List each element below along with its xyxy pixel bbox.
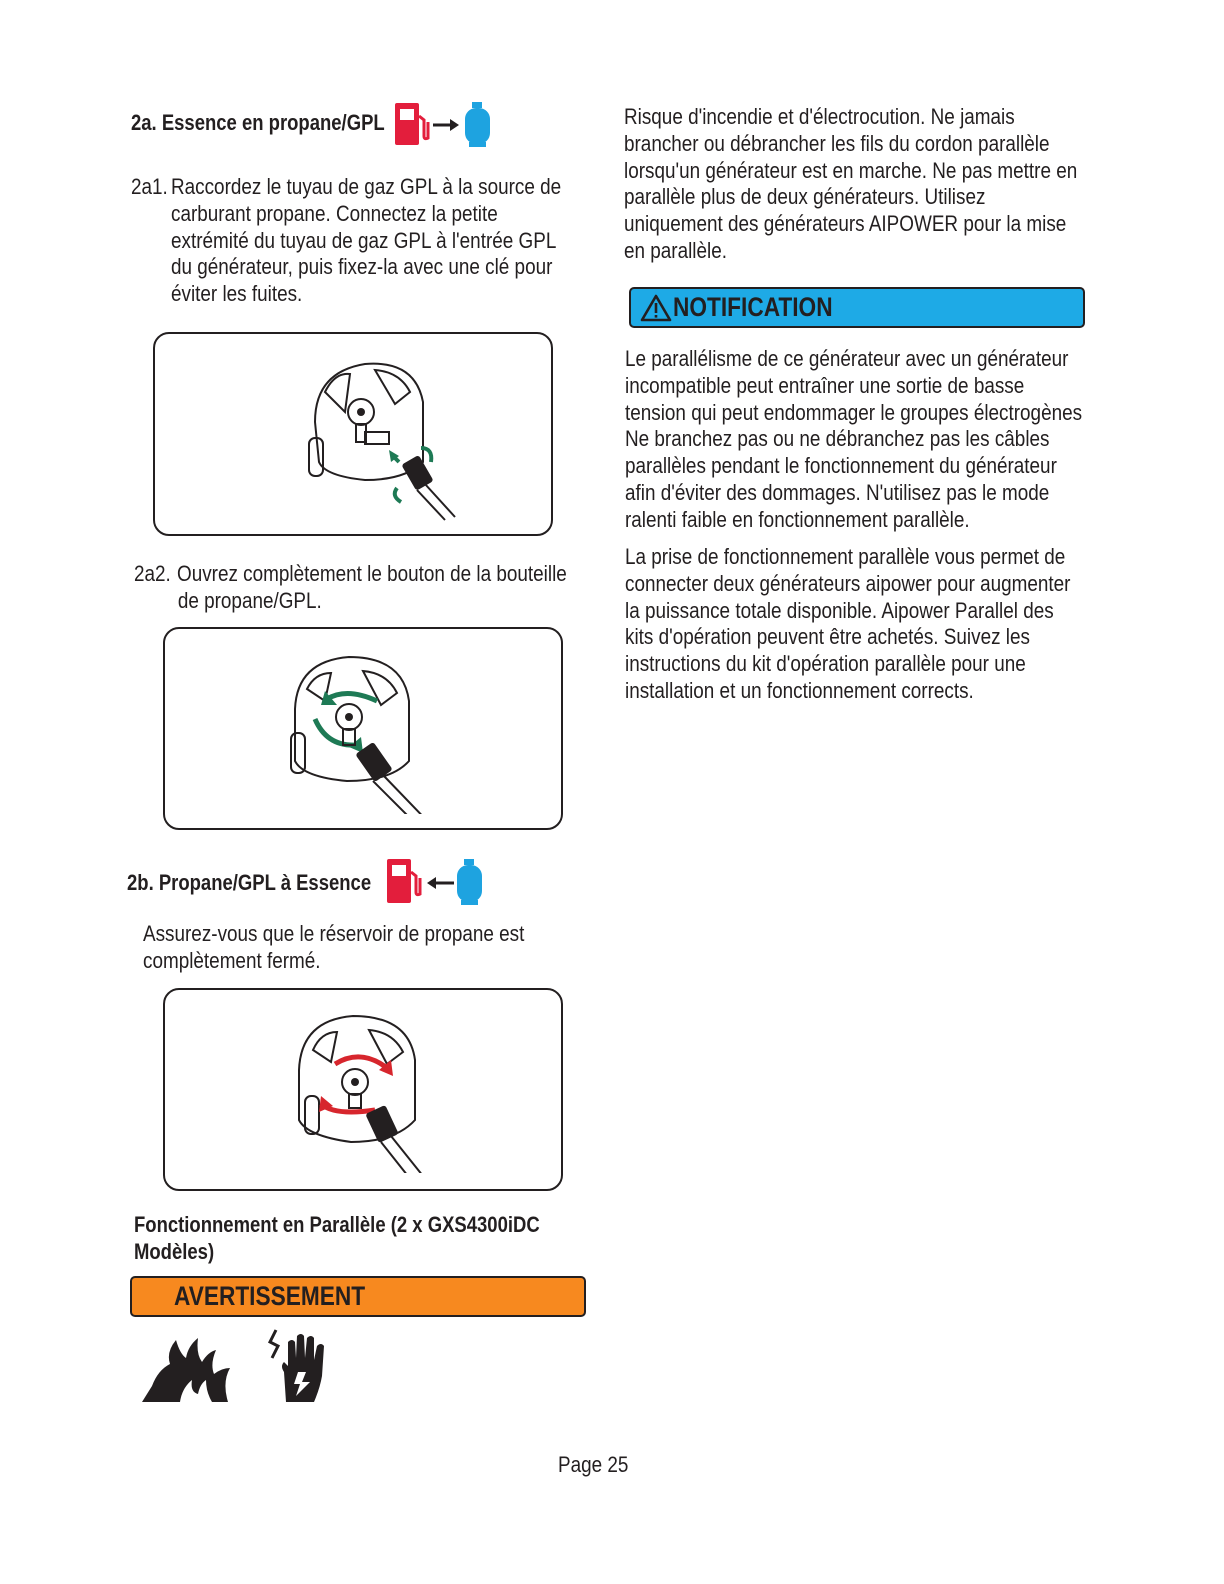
- notification-banner: [629, 287, 1085, 328]
- section-2b-line: Assurez-vous que le réservoir de propane est: [143, 921, 525, 946]
- step-2a1-line: extrémité du tuyau de gaz GPL à l'entrée GPL: [171, 227, 557, 253]
- notice-line: incompatible peut entraîner une sortie de basse: [625, 372, 1025, 398]
- parallel-heading-line: Fonctionnement en Parallèle (2 x GXS4300iDC: [134, 1212, 540, 1237]
- notice-line: ralenti faible en fonctionnement parallèle.: [625, 506, 970, 532]
- step-2a1-line: éviter les fuites.: [171, 281, 303, 307]
- notice-paragraph-1: [625, 346, 1082, 534]
- step-2a2-line: Ouvrez complètement le bouton de la bouteille: [177, 561, 567, 586]
- warning-triangle-icon: [640, 294, 672, 322]
- gas-pump-icon: [395, 103, 428, 145]
- close-valve-illustration: [291, 1008, 451, 1173]
- section-2a-heading: 2a. Essence en propane/GPL: [131, 110, 385, 135]
- step-2a2-line: de propane/GPL.: [177, 587, 322, 613]
- warning-line: brancher ou débrancher les fils du cordon parallèle: [624, 130, 1050, 156]
- notice-line: Ne branchez pas ou ne débranchez pas les câbles: [625, 426, 1050, 452]
- propane-tank-icon: [457, 859, 482, 905]
- arrow-right-icon: [433, 119, 459, 131]
- notification-banner-label: NOTIFICATION: [673, 292, 833, 322]
- gas-pump-icon: [387, 859, 420, 903]
- warning-banner-label: AVERTISSEMENT: [174, 1281, 366, 1311]
- figure-open-valve: [163, 627, 563, 830]
- notice-line: La prise de fonctionnement parallèle vous permet de: [625, 544, 1066, 569]
- step-2a2-number: 2a2.: [134, 561, 171, 586]
- notice-line: installation et un fonctionnement corrects.: [625, 677, 974, 703]
- warning-line: parallèle plus de deux générateurs. Utilisez: [624, 184, 986, 210]
- propane-tank-icon: [465, 102, 490, 147]
- notice-line: Le parallélisme de ce générateur avec un générateur: [625, 346, 1069, 371]
- step-2a1-line: du générateur, puis fixez-la avec une clé pour: [171, 254, 553, 280]
- step-2a1-line: Raccordez le tuyau de gaz GPL à la source de: [171, 174, 562, 199]
- parallel-operation-heading: [134, 1211, 540, 1265]
- warning-line: uniquement des générateurs AIPOWER pour la mise: [624, 211, 1067, 237]
- notice-line: tension qui peut endommager le groupes électrogènes: [625, 399, 1083, 425]
- section-2b-heading: 2b. Propane/GPL à Essence: [127, 870, 372, 895]
- warning-line: en parallèle.: [624, 237, 727, 263]
- fuel-conversion-icons-2a: [392, 100, 496, 148]
- step-2a1-text: [171, 174, 561, 308]
- notice-line: kits d'opération peuvent être achetés. Suivez les: [625, 624, 1030, 650]
- parallel-heading-line: Modèles): [134, 1239, 215, 1264]
- notice-line: connecter deux générateurs aipower pour augmenter: [625, 570, 1071, 596]
- fuel-conversion-icons-2b: [384, 856, 488, 906]
- warning-line: lorsqu'un générateur est en marche. Ne pas mettre en: [624, 157, 1078, 183]
- section-2b-text: [143, 921, 524, 975]
- warning-banner: [130, 1276, 586, 1317]
- notice-line: la puissance totale disponible. Aipower Parallel des: [625, 597, 1054, 623]
- notice-line: afin d'éviter des dommages. N'utilisez pas le mode: [625, 479, 1050, 505]
- step-2a1-line: carburant propane. Connectez la petite: [171, 200, 498, 226]
- parallel-warning-text: [624, 104, 1077, 265]
- page-number: Page 25: [558, 1452, 629, 1477]
- notice-line: instructions du kit d'opération parallèle pour une: [625, 651, 1026, 677]
- arrow-left-icon: [427, 877, 454, 889]
- notice-line: parallèles pendant le fonctionnement du générateur: [625, 453, 1057, 479]
- tank-hose-connection-illustration: [305, 352, 465, 522]
- section-2b-line: complètement fermé.: [143, 947, 321, 973]
- warning-line: Risque d'incendie et d'électrocution. Ne jamais: [624, 104, 1015, 129]
- open-valve-illustration: [287, 649, 447, 814]
- electric-shock-icon: [264, 1328, 330, 1404]
- figure-connect-hose: [153, 332, 553, 536]
- figure-close-valve: [163, 988, 563, 1191]
- step-2a2-text: [177, 561, 567, 615]
- step-2a1-number: 2a1.: [131, 174, 168, 199]
- notice-paragraph-2: [625, 544, 1070, 705]
- fire-hazard-icon: [140, 1332, 232, 1404]
